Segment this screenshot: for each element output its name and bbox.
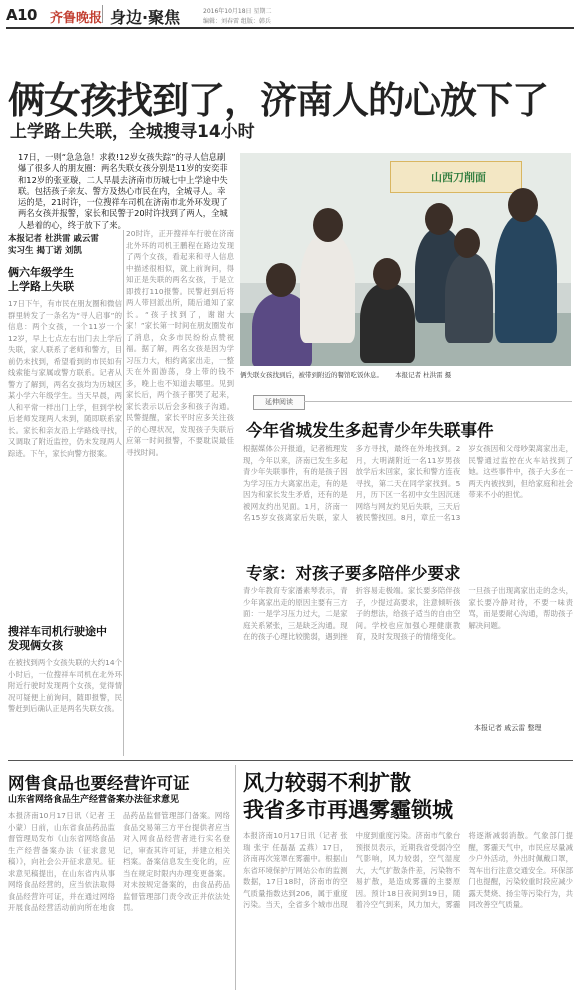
main-subheadline: 上学路上失联，全城搜寻14小时	[10, 122, 255, 142]
news-photo	[240, 153, 571, 366]
person-figure	[495, 213, 557, 343]
lead-paragraph: 17日，一则“急急急！求救!12岁女孩失踪”的寻人信息刷爆了很多人的朋友圈：两名失联女孩分别是11岁的安奕菲和12岁的张亚璇，二人早晨去济南市历城七中上学途中失联。包括孩子亲友、警方及热心市民在内，全城寻人。幸运的是，21时许，一位搜祥车司机在济南市北外环发现了两名女孩并报警，家长和民警于20时许找到了两人，全城人悬着的心，终于放下了来。	[18, 152, 228, 230]
col1-text: 17日下午，有市民在朋友圈和微信群里转发了一条名为“寻人启事”的信息：两个女孩，一个11岁一个12岁，早上七点左右出门去上学后失联，家人联系了老师和警方，目前仍未找到，希望看到的市民如有线索能与家属或警方联系。记者从警方了解到，两名女孩均为历城区某小学六年级学生。当天早晨，两人和平常一样出门上学，但到学校后老师发现两人未到，随即联系家长。家长和亲友沿上学路线寻找，又调取了附近监控，仍未发现两人踪迹。下午，家长向警方报案。	[8, 299, 122, 458]
person-figure	[300, 233, 355, 343]
smog-text: 本报济南10月17日讯（记者 张瑞 张宇 任磊磊 孟燕）17日，济南再次笼罩在雾霾中。根据山东省环境保护厅网站公布的监测数据，17日18时，济南市的空气质量指数达到206，属于重度污染。当天，全省多个城市出现中度到重度污染。济南市气象台预报员表示，近期我省受弱冷空气影响，风力较弱，空气湿度大，大气扩散条件差，污染物不易扩散，是造成雾霾的主要原因。预计18日夜间到19日，随着冷空气到来，风力加大，雾霾将逐渐减弱消散。气象部门提醒，雾霾天气中，市民应尽量减少户外活动，外出时佩戴口罩，驾车出行注意交通安全。环保部门也提醒，污染较重时段应减少露天焚烧、扬尘等污染行为，共同改善空气质量。	[243, 831, 573, 909]
col2-text: 20时许，正开搜祥车行驶在济南北外环的司机王鹏程在路边发现了两个女孩，看起来和寻人信息中描述很相似，就上前询问，得知正是失联的两名女孩，于是立即拨打110报警。民警赶到后将两人带回派出所，随后通知了家长。“孩子找到了，谢谢大家！”家长第一时间在朋友圈发布了消息，众多市民纷纷点赞祝福。据了解，两名女孩是因为学习压力大，相约离家出走，一整天在外面游荡，身上带的钱不多，晚上也不知道去哪里。见到家长后，两个孩子都哭了起来，家长表示以后会多和孩子沟通。民警提醒，家长平时应多关注孩子的心理状况，发现孩子失联后应第一时间报警，不要耽误最佳寻找时间。	[126, 229, 234, 457]
masthead-divider	[102, 5, 103, 23]
banner-text: 山西刀削面	[431, 171, 486, 184]
food-subheadline: 山东省网络食品生产经营备案办法征求意见	[8, 795, 180, 805]
person-head	[425, 203, 453, 235]
restaurant-banner	[390, 161, 522, 193]
person-figure	[445, 253, 493, 343]
masthead	[0, 0, 580, 30]
food-headline: 网售食品也要经营许可证	[8, 774, 190, 793]
paper-logo: 齐鲁晚报	[50, 11, 103, 26]
person-figure	[360, 283, 415, 363]
extended-reading-tab: 延伸阅读	[253, 395, 305, 410]
extended-rule	[304, 401, 572, 402]
person-head	[454, 228, 480, 258]
person-head	[508, 188, 538, 222]
photo-credit: 本报记者 杜洪雷 摄	[395, 371, 452, 379]
person-head	[313, 208, 343, 242]
expert-text: 青少年教育专家潘素琴表示，青少年离家出走的原因主要有三方面：一是学习压力过大，二是家庭关系紧张，三是缺乏沟通。现在的孩子心理比较脆弱，遇到挫折容易走极端。家长要多陪伴孩子，少提过高要求，注意倾听孩子的想法，给孩子适当的自由空间。学校也应加强心理健康教育，及时发现孩子的情绪变化。一旦孩子出现离家出走的念头，家长要冷静对待，不要一味责骂，而是要耐心沟通，帮助孩子解决问题。	[243, 586, 573, 641]
col1-subhead: 俩六年级学生 上学路上失联	[8, 266, 74, 293]
page-number: A10	[6, 6, 37, 24]
section-title: 身边·聚焦	[110, 8, 181, 27]
extended-text: 根据媒体公开报道，记者梳理发现，今年以来，济南已发生多起青少年失联事件，有的是孩子因为学习压力大离家出走，有的是因为和家长发生矛盾，还有的是被网友约出见面。1月，济南一名15岁女孩离家后失联，家人多方寻找，最终在外地找到。2月，大明湖附近一名11岁男孩放学后未回家，家长和警方连夜寻找，第二天在同学家找到。5月，历下区一名初中女生因沉迷网络与网友约见后失联，三天后被民警找回。8月，章丘一名13岁女孩因和父母吵架离家出走，民警通过监控在火车站找到了她。这些事件中，孩子大多在一两天内被找到，但给家庭和社会带来不小的担忧。	[243, 444, 573, 522]
section-rule	[8, 760, 573, 761]
expert-byline: 本报记者 戚云雷 整理	[474, 724, 542, 732]
col1-text-2: 在被找到两个女孩失联的大约14个小时后，一位搜祥车司机在北外环附近行驶时发现两个女孩，觉得情况可疑便上前询问，随即报警，民警赶到后确认正是两名失联女孩。	[8, 658, 122, 713]
photo-caption: 俩失联女孩找到后，被带到附近的餐馆吃饭休息。	[240, 371, 383, 379]
main-byline: 本报记者 杜洪雷 戚云雷 实习生 揭丁诺 刘凯	[8, 234, 99, 256]
expert-headline: 专家：对孩子要多陪伴少要求	[246, 564, 461, 583]
food-text: 本报济南10月17日讯（记者 王小蒙）日前，山东省食品药品监督管理局发布《山东省网络食品生产经营备案办法（征求意见稿）》，向社会公开征求意见。征求意见稿提出，在山东省内从事网络食品经营的，应当依法取得食品经营许可证，并在通过网络开展食品经营活动前向所在地食品药品监督管理部门备案。网络食品交易第三方平台提供者应当对入网食品经营者进行实名登记，审查其许可证，并建立相关档案。备案信息发生变化的，应当在规定时限内办理变更备案。对未按规定备案的，由食品药品监督管理部门责令改正并依法处罚。	[8, 811, 230, 912]
column-divider	[235, 765, 236, 990]
photo-caption-row	[240, 370, 571, 379]
date-line: 2016年10月18日 星期二	[203, 8, 272, 15]
col1-subhead-2: 搜祥车司机行驶途中 发现俩女孩	[8, 625, 107, 652]
smog-headline: 风力较弱不利扩散 我省多市再遇雾霾锁城	[243, 771, 453, 822]
main-headline: 俩女孩找到了，济南人的心放下了	[8, 79, 548, 122]
person-head	[373, 258, 401, 290]
editor-line: 编辑：刘春雷 组版：韩兵	[203, 18, 271, 25]
column-divider	[123, 230, 124, 756]
extended-headline: 今年省城发生多起青少年失联事件	[246, 421, 494, 440]
masthead-rule	[6, 27, 574, 29]
person-head	[266, 263, 296, 297]
